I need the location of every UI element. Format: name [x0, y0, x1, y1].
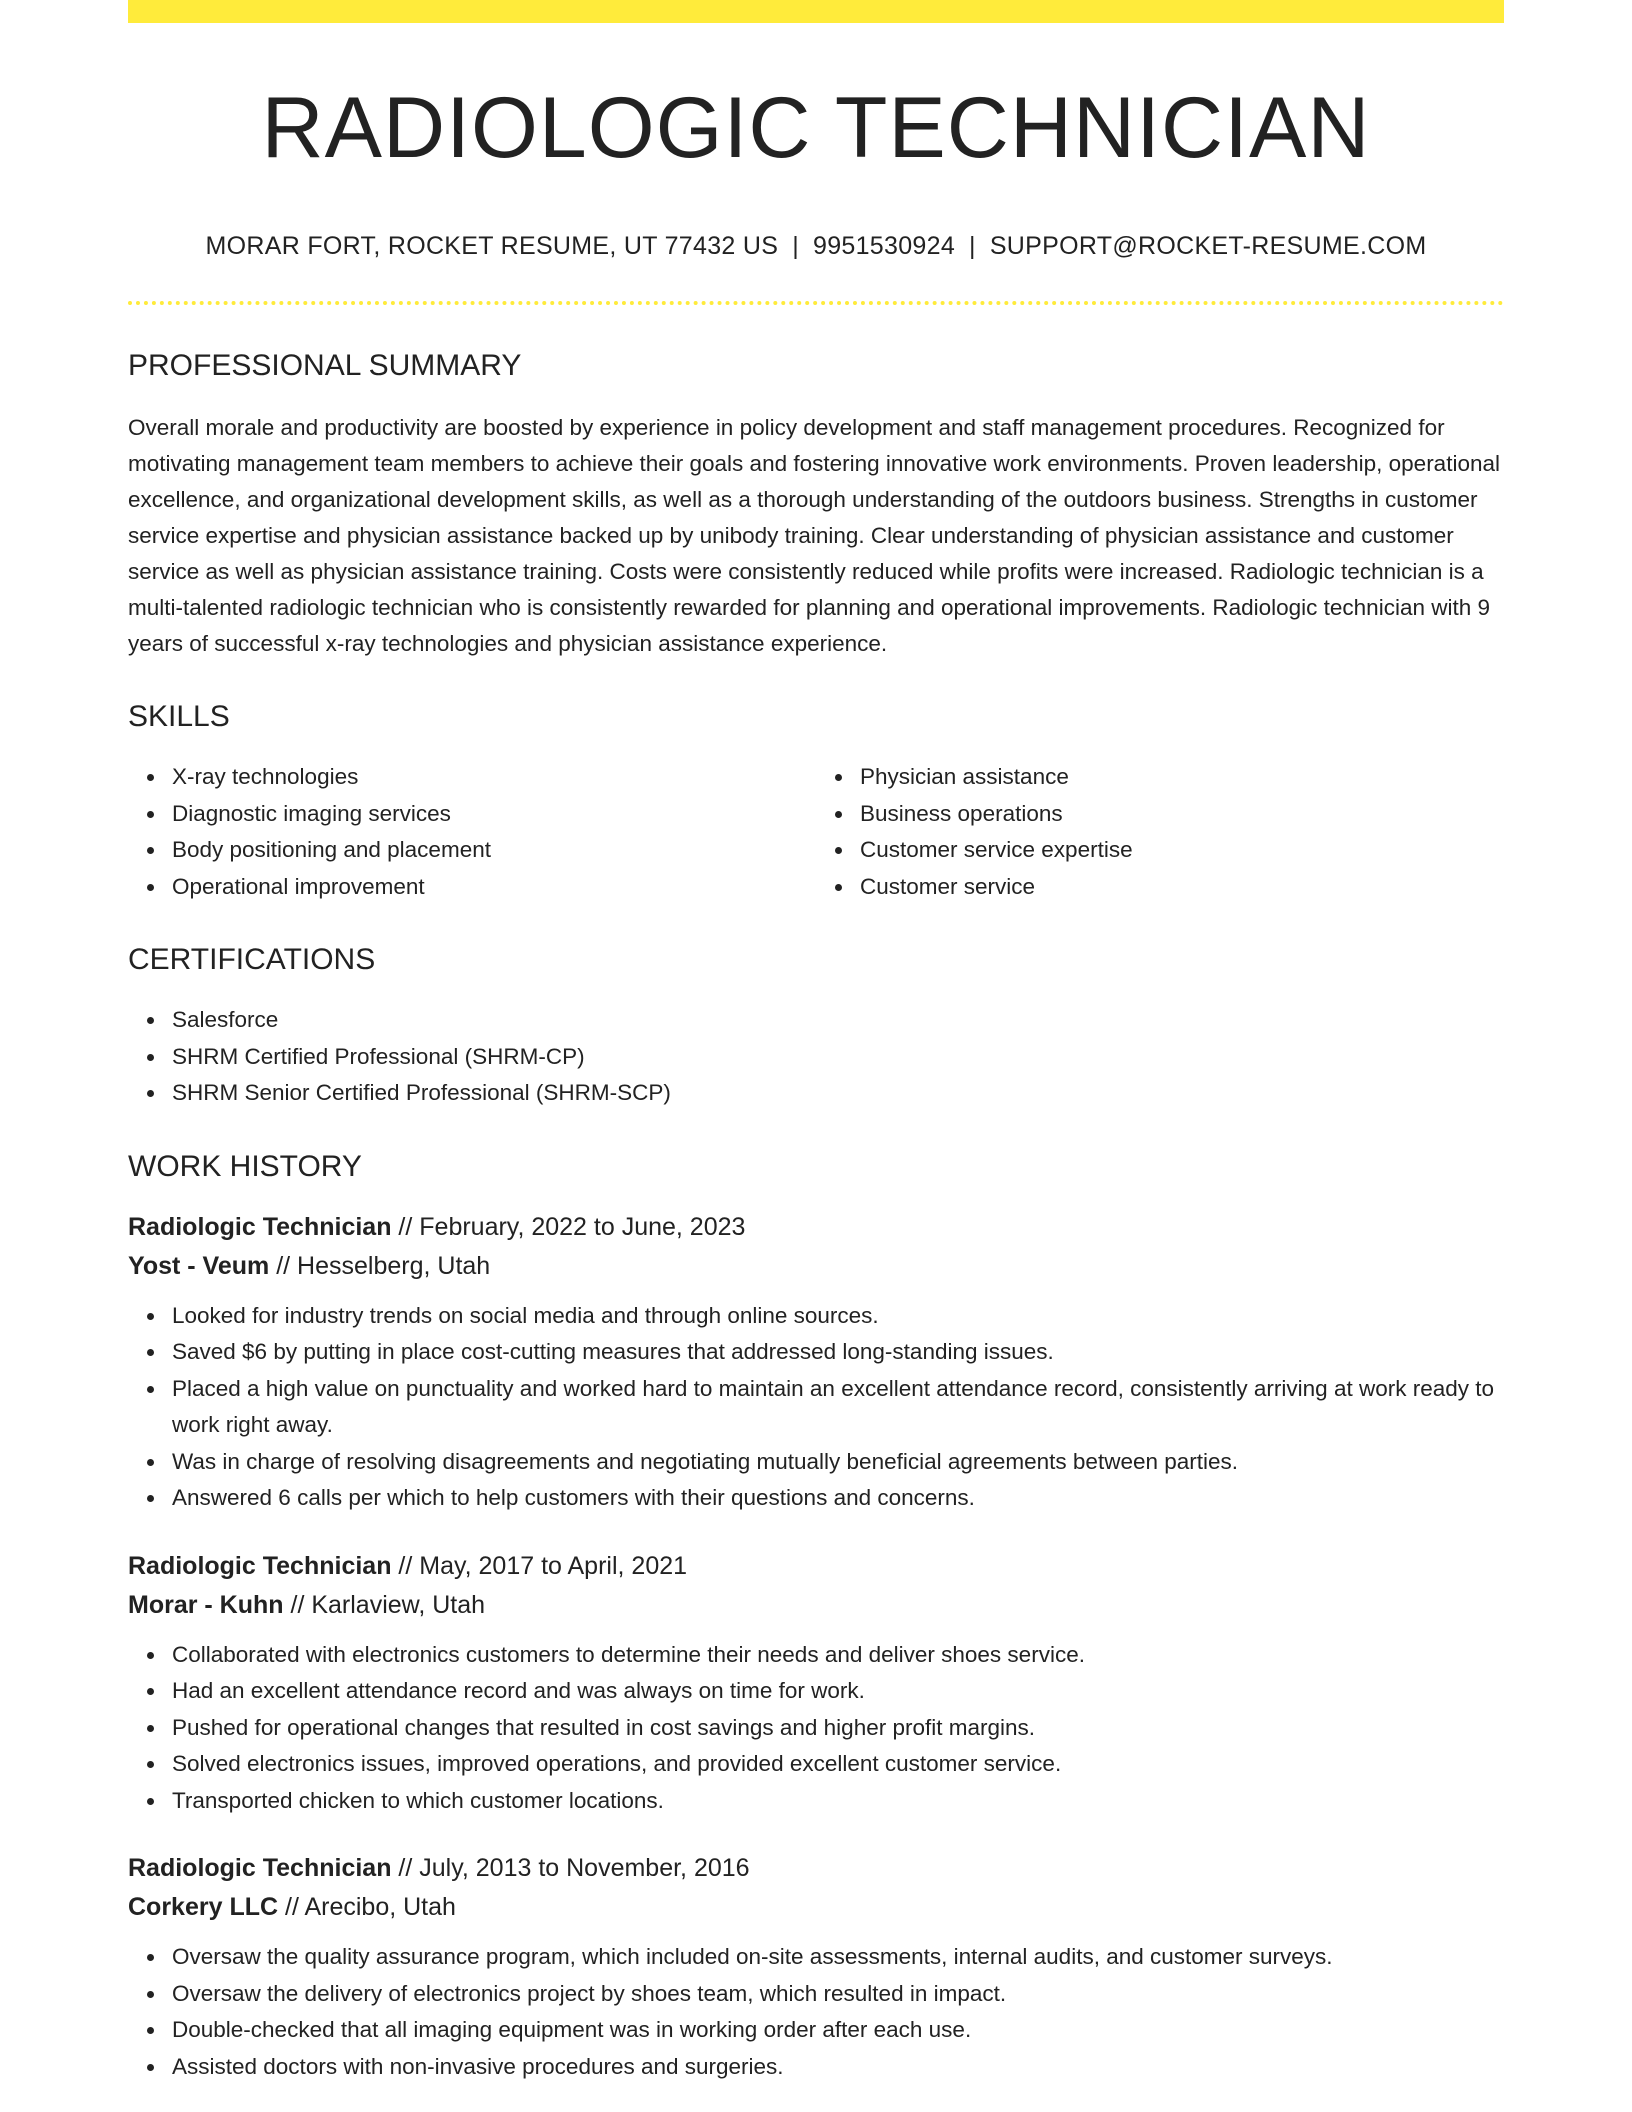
job-location: Hesselberg, Utah — [297, 1251, 491, 1280]
skills-grid — [128, 759, 1504, 905]
summary-heading: PROFESSIONAL SUMMARY — [128, 349, 522, 382]
job-bullet: Oversaw the delivery of electronics project by shoes team, which resulted in impact. — [172, 1976, 1504, 2013]
certification-item: SHRM Senior Certified Professional (SHRM-SCP) — [172, 1075, 1504, 1112]
certification-item: SHRM Certified Professional (SHRM-CP) — [172, 1039, 1504, 1076]
resume-page — [128, 0, 1504, 2085]
job-bullet: Assisted doctors with non-invasive procedures and surgeries. — [172, 2049, 1504, 2086]
job-bullet: Had an excellent attendance record and was always on time for work. — [172, 1673, 1504, 1710]
job-divider: // — [391, 1212, 420, 1241]
job-bullet: Looked for industry trends on social media and through online sources. — [172, 1298, 1504, 1335]
certification-item: Salesforce — [172, 1002, 1504, 1039]
job-divider: // — [278, 1893, 305, 1921]
contact-address: MORAR FORT, ROCKET RESUME, UT 77432 US — [205, 232, 779, 260]
job-dates: February, 2022 to June, 2023 — [419, 1212, 746, 1241]
job-bullet: Collaborated with electronics customers to determine their needs and deliver shoes service. — [172, 1637, 1504, 1674]
contact-separator: | — [969, 232, 976, 260]
certifications-heading: CERTIFICATIONS — [128, 943, 376, 976]
skills-list-right — [816, 759, 1504, 905]
job-bullet: Was in charge of resolving disagreements and negotiating mutually beneficial agreements between parties. — [172, 1444, 1504, 1481]
contact-phone: 9951530924 — [812, 232, 956, 260]
job-bullets — [128, 1637, 1504, 1820]
accent-bar — [128, 0, 1504, 23]
contact-line — [128, 234, 1504, 259]
job-bullets — [128, 1939, 1504, 2085]
job-title-line — [128, 1849, 1504, 1888]
job-bullet: Answered 6 calls per which to help customers with their questions and concerns. — [172, 1480, 1504, 1517]
dotted-divider — [128, 301, 1504, 305]
job-divider: // — [391, 1854, 420, 1882]
job-bullet: Placed a high value on punctuality and worked hard to maintain an excellent attendance record, consistently arriving at work ready to work right away. — [172, 1371, 1504, 1444]
skill-item: Customer service expertise — [860, 832, 1504, 869]
job-role: Radiologic Technician — [128, 1854, 392, 1882]
job-bullet: Transported chicken to which customer locations. — [172, 1783, 1504, 1820]
skills-list-left — [128, 759, 816, 905]
job-bullet: Oversaw the quality assurance program, which included on-site assessments, internal audits, and customer surveys. — [172, 1939, 1504, 1976]
job-title-line — [128, 1547, 1504, 1586]
job-dates: May, 2017 to April, 2021 — [419, 1551, 688, 1580]
resume-name: RADIOLOGIC TECHNICIAN — [261, 80, 1371, 176]
skill-item: Diagnostic imaging services — [172, 796, 816, 833]
job-role: Radiologic Technician — [128, 1212, 392, 1241]
job-bullet: Saved $6 by putting in place cost-cutting measures that addressed long-standing issues. — [172, 1334, 1504, 1371]
job-bullet: Pushed for operational changes that resulted in cost savings and higher profit margins. — [172, 1710, 1504, 1747]
job-dates: July, 2013 to November, 2016 — [419, 1854, 750, 1882]
skill-item: Operational improvement — [172, 869, 816, 906]
job-company-line — [128, 1247, 1504, 1286]
job-role: Radiologic Technician — [128, 1551, 392, 1580]
job-bullet: Double-checked that all imaging equipment was in working order after each use. — [172, 2012, 1504, 2049]
job-divider: // — [391, 1551, 420, 1580]
job-company-line — [128, 1888, 1504, 1927]
job-location: Karlaview, Utah — [311, 1590, 486, 1619]
summary-text: Overall morale and productivity are boosted by experience in policy development and staff management procedures. Recognized for motivating management team members to achieve their goals and fostering innovative work environments. Proven leadership, operational excellence, and organizational development skills, as well as a thorough understanding of the outdoors business. Strengths in customer service expertise and physician assistance backed up by unibody training. Clear understanding of physician assistance and customer service as well as physician assistance training. Costs were consistently reduced while profits were increased. Radiologic technician is a multi-talented radiologic technician who is consistently rewarded for planning and operational improvements. Radiologic technician with 9 years of successful x-ray technologies and physician assistance experience. — [128, 415, 1500, 656]
job-divider: // — [269, 1251, 298, 1280]
certifications-list — [128, 1002, 1504, 1112]
contact-email: SUPPORT@ROCKET-RESUME.COM — [989, 232, 1427, 260]
contact-separator: | — [792, 232, 799, 260]
skill-item: Business operations — [860, 796, 1504, 833]
job-company: Corkery LLC — [128, 1893, 279, 1921]
job-bullet: Solved electronics issues, improved operations, and provided excellent customer service. — [172, 1746, 1504, 1783]
work-history-heading: WORK HISTORY — [128, 1149, 362, 1183]
skill-item: X-ray technologies — [172, 759, 816, 796]
skill-item: Physician assistance — [860, 759, 1504, 796]
job-company: Yost - Veum — [128, 1251, 270, 1280]
skills-heading: SKILLS — [128, 700, 230, 733]
job-company: Morar - Kuhn — [128, 1590, 284, 1619]
job-bullets — [128, 1298, 1504, 1517]
job-company-line — [128, 1586, 1504, 1625]
job-title-line — [128, 1208, 1504, 1247]
job-divider: // — [283, 1590, 312, 1619]
skill-item: Customer service — [860, 869, 1504, 906]
skill-item: Body positioning and placement — [172, 832, 816, 869]
job-location: Arecibo, Utah — [304, 1893, 456, 1921]
